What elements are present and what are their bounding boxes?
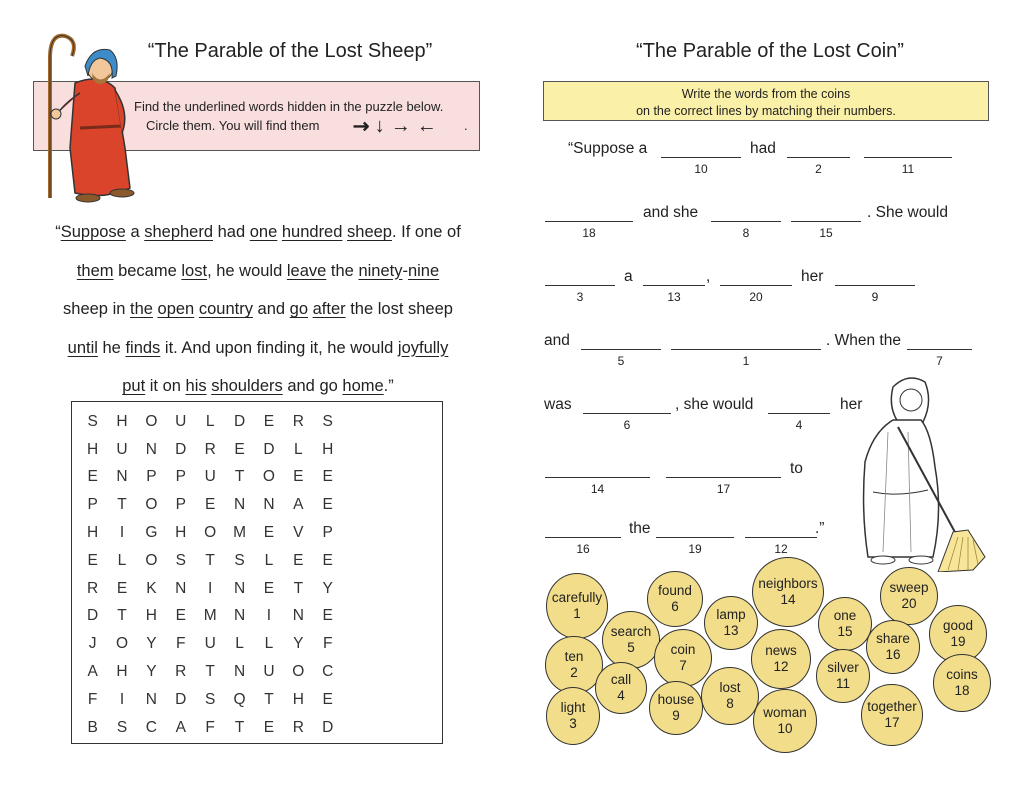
grid-letter[interactable]: F [176,635,186,653]
fill-word: had [750,140,776,157]
sheep-instructions-line2: Circle them. You will find them [146,118,320,133]
grid-letter[interactable]: T [117,607,127,625]
blank-number: 5 [617,354,625,368]
grid-row [78,658,342,686]
grid-letter[interactable]: K [146,579,157,597]
hidden-word: lost [181,261,208,280]
hidden-word: until [67,338,98,357]
fill-word: , she would [675,396,754,413]
coin-word: woman [763,705,807,720]
blank-number: 20 [749,290,763,304]
hidden-word: after [312,300,346,318]
coin-word: neighbors [758,576,818,591]
hidden-word: the [130,300,153,318]
grid-row [78,464,342,492]
grid-letter[interactable]: M [203,607,217,625]
hidden-word: sheep [347,223,392,241]
grid-letter[interactable]: E [263,524,275,542]
coin-word: house [657,692,695,707]
sheep-parable-text [28,213,488,406]
grid-letter[interactable]: S [234,551,245,569]
grid-letter[interactable]: U [175,412,187,430]
blank-number: 19 [688,542,702,556]
grid-letter[interactable]: G [145,524,158,542]
hidden-word: shepherd [144,223,214,241]
coin-number: 13 [723,623,739,638]
grid-letter[interactable]: E [175,607,186,625]
blank-number: 13 [667,290,681,304]
hidden-word: country [198,300,253,318]
hidden-word: Suppose [60,223,126,241]
hidden-word: ninety [358,261,403,280]
fill-word: , [706,268,711,285]
parable-line: “Suppose a shepherd had one hundred sheep. If one of [55,223,461,241]
fill-blank[interactable] [671,349,821,350]
sweeping-woman-illustration [853,372,993,572]
blank-number: 16 [576,542,590,556]
fill-word: was [544,396,572,413]
grid-letter[interactable]: Y [146,663,157,681]
coin-number: 17 [884,715,900,730]
grid-letter[interactable]: E [116,579,128,597]
coin-instructions-box [543,81,989,121]
grid-letter[interactable]: R [292,718,304,736]
grid-letter[interactable]: H [116,412,128,430]
coin-word: sweep [889,580,929,595]
grid-letter[interactable]: D [175,690,187,708]
fill-blank[interactable] [791,221,861,222]
grid-letter[interactable]: V [293,524,304,542]
grid-letter[interactable]: M [233,524,247,542]
word-coin-carefully[interactable] [546,573,608,639]
grid-letter[interactable]: I [119,524,125,542]
fill-word: and she [643,204,699,221]
coin-number: 19 [950,634,966,649]
coin-word: together [867,699,917,714]
fill-word: and [544,332,570,349]
arrow-left-icon: ← [416,115,439,137]
arrow-down-icon: ↓ [374,115,387,137]
word-coin-light[interactable] [546,687,600,745]
grid-letter[interactable]: S [204,690,216,708]
grid-letter[interactable]: F [87,690,98,708]
grid-letter[interactable]: L [264,635,274,653]
parable-line: until he finds it. And upon finding it, he would joyfully [67,338,449,357]
coin-word: call [610,672,632,687]
grid-letter[interactable]: A [87,663,98,681]
grid-letter[interactable]: P [146,468,157,486]
word-coin-search[interactable] [602,611,660,669]
grid-letter[interactable]: I [266,607,272,625]
grid-letter[interactable]: E [293,468,304,486]
word-coin-neighbors[interactable] [752,557,824,627]
grid-letter[interactable]: D [87,607,99,625]
grid-letter[interactable]: L [205,412,215,430]
arrow-right-icon: → [390,115,413,137]
grid-letter[interactable]: P [175,468,186,486]
lost-sheep-title: “The Parable of the Lost Sheep” [147,40,433,62]
grid-row [78,547,342,575]
grid-letter[interactable]: U [116,440,128,458]
word-coin-sweep[interactable] [880,567,938,625]
grid-letter[interactable]: N [145,440,157,458]
word-coin-coins[interactable] [933,654,991,712]
fill-word: . When the [826,332,901,349]
fill-blank[interactable] [583,413,671,414]
coin-word: search [610,624,652,639]
word-search-grid [71,401,443,744]
coin-word: one [833,608,857,623]
grid-letter[interactable]: C [145,718,157,736]
blank-number: 17 [716,482,731,496]
fill-blank[interactable] [835,285,915,286]
fill-blank[interactable] [661,157,741,158]
grid-letter[interactable]: N [175,579,187,597]
word-coin-one[interactable] [818,597,872,651]
hidden-word: his [185,377,207,395]
fill-blank[interactable] [666,477,781,478]
coin-number: 8 [726,696,734,711]
grid-letter[interactable]: N [263,496,275,514]
coin-number: 6 [671,599,679,614]
parable-line: them became lost, he would leave the ninety-nine [76,261,440,280]
word-coin-coin[interactable] [654,629,712,687]
grid-letter[interactable]: O [145,412,158,430]
blank-number: 9 [871,290,879,304]
word-coin-call[interactable] [595,662,647,714]
fill-blank[interactable] [864,157,952,158]
grid-letter[interactable]: H [322,440,334,458]
grid-letter[interactable]: H [145,607,157,625]
grid-letter[interactable]: T [234,718,245,736]
coin-word: coins [946,667,978,682]
grid-letter[interactable]: S [322,412,333,430]
hidden-word: joyfully [397,338,449,357]
grid-letter[interactable]: N [292,607,304,625]
grid-letter[interactable]: E [263,412,275,430]
hidden-word: go [289,300,309,318]
fill-word: . She would [867,204,948,221]
word-coin-silver[interactable] [816,649,870,703]
coin-word: silver [827,660,859,675]
blank-number: 12 [774,542,788,556]
grid-row [78,491,342,519]
grid-letter[interactable]: F [322,635,333,653]
fill-blank[interactable] [545,477,650,478]
grid-letter[interactable]: D [263,440,275,458]
word-search-table [78,408,342,742]
grid-letter[interactable]: T [205,551,215,569]
grid-letter[interactable]: N [233,496,246,514]
grid-letter[interactable]: Y [146,635,157,653]
fill-word: to [790,460,803,477]
grid-letter[interactable]: E [204,496,216,514]
parable-line: sheep in the open country and go after the lost sheep [63,300,453,318]
fill-word: her [840,396,863,413]
fill-word: the [629,520,651,537]
grid-letter[interactable]: A [175,718,186,736]
grid-row [78,519,342,547]
grid-letter[interactable]: Y [293,635,304,653]
blank-number: 1 [742,354,750,368]
grid-row [78,630,342,658]
grid-letter[interactable]: E [87,468,98,486]
grid-letter[interactable]: P [322,524,333,542]
grid-letter[interactable]: P [87,496,98,514]
lost-coin-title: “The Parable of the Lost Coin” [636,40,904,62]
coin-number: 12 [773,659,789,674]
grid-letter[interactable]: I [208,579,213,597]
grid-letter[interactable]: O [115,635,129,653]
coin-number: 20 [901,596,917,611]
fill-blank[interactable] [745,537,817,538]
arrow-down-right-icon: ↘ [347,111,377,141]
grid-letter[interactable]: E [263,718,275,736]
grid-row [78,436,342,464]
coin-word: ten [564,649,584,664]
grid-letter[interactable]: U [204,468,216,486]
grid-letter[interactable]: C [322,663,334,681]
grid-letter[interactable]: N [145,690,157,708]
grid-letter[interactable]: R [175,663,187,681]
blank-number: 2 [815,162,822,176]
direction-arrows [347,111,443,141]
fill-row-4 [543,332,993,368]
grid-letter[interactable]: N [233,579,246,597]
fill-blank[interactable] [907,349,972,350]
coin-number: 4 [617,688,625,703]
grid-letter[interactable]: S [116,718,128,736]
grid-letter[interactable]: T [293,579,304,597]
hidden-word: them [76,261,114,280]
parable-line: put it on his shoulders and go home.” [122,377,394,395]
hidden-word: put [122,377,146,395]
fill-blank[interactable] [545,285,615,286]
fill-blank[interactable] [656,537,734,538]
fill-row-3 [543,268,993,304]
coin-word: good [942,618,974,633]
coin-number: 5 [627,640,635,655]
grid-letter[interactable]: P [175,496,186,514]
hidden-word: hundred [281,223,343,241]
coin-instructions-line2: on the correct lines by matching their numbers. [636,104,896,118]
fill-word: .” [815,520,825,537]
grid-letter[interactable]: R [292,412,304,430]
grid-letter[interactable]: F [205,718,215,736]
blank-number: 3 [576,290,584,304]
grid-letter[interactable]: Q [233,690,246,708]
grid-letter[interactable]: H [87,440,99,458]
grid-letter[interactable]: L [294,440,303,458]
word-coin-woman[interactable] [753,689,817,753]
coin-word: news [765,643,797,658]
grid-letter[interactable]: E [293,551,304,569]
grid-row [78,575,342,603]
fill-blank[interactable] [545,537,621,538]
fill-word: a [624,268,633,285]
grid-letter[interactable]: T [264,690,274,708]
grid-letter[interactable]: D [233,412,246,430]
grid-letter[interactable]: E [322,468,333,486]
grid-letter[interactable]: U [204,635,216,653]
fill-blank[interactable] [643,285,705,286]
grid-letter[interactable]: E [234,440,245,458]
coin-number: 3 [569,716,577,731]
grid-letter[interactable]: H [116,663,128,681]
coin-word: lamp [716,607,746,622]
grid-letter[interactable]: Y [322,579,333,597]
coin-number: 10 [777,721,793,736]
grid-letter[interactable]: T [205,663,215,681]
grid-letter[interactable]: B [87,718,98,736]
grid-letter[interactable]: T [117,496,127,514]
word-coin-lamp[interactable] [704,596,758,650]
fill-blank[interactable] [581,349,661,350]
grid-letter[interactable]: T [234,468,245,486]
grid-letter[interactable]: S [87,412,98,430]
fill-word: her [801,268,824,285]
coin-number: 18 [954,683,970,698]
grid-letter[interactable]: S [175,551,186,569]
blank-number: 18 [582,226,596,240]
grid-letter[interactable]: O [145,496,158,514]
hidden-word: nine [407,261,440,280]
grid-letter[interactable]: R [87,579,99,597]
grid-letter[interactable]: H [292,690,304,708]
fill-row-1 [543,140,993,176]
sheep-instructions-line1: Find the underlined words hidden in the puzzle below. [134,99,444,114]
coin-word: share [876,631,910,646]
grid-letter[interactable]: J [88,635,97,653]
grid-letter[interactable]: E [322,551,333,569]
fill-word: “Suppose a [568,140,648,157]
coin-word: carefully [551,590,603,605]
coin-number: 7 [679,658,687,673]
grid-letter[interactable]: E [322,607,333,625]
grid-row [78,408,342,436]
grid-letter[interactable]: L [264,551,274,569]
grid-row [78,686,342,714]
word-coin-lost[interactable] [701,667,759,725]
coin-number: 1 [573,606,581,621]
coin-number: 2 [570,665,578,680]
grid-letter[interactable]: N [233,663,246,681]
grid-letter[interactable]: H [87,524,99,542]
blank-number: 4 [795,418,803,432]
grid-letter[interactable]: O [262,468,275,486]
blank-number: 10 [694,162,708,176]
grid-letter[interactable]: E [322,496,333,514]
fill-row-2 [543,204,993,240]
hidden-word: finds [125,338,161,357]
hidden-word: open [157,300,195,318]
grid-letter[interactable]: U [263,663,275,681]
blank-number: 8 [742,226,750,240]
grid-letter[interactable]: L [117,551,127,569]
grid-row [78,714,342,742]
hidden-word: home [342,377,384,395]
blank-number: 7 [936,354,943,368]
coin-number: 9 [672,708,680,723]
grid-letter[interactable]: O [292,663,305,681]
fill-blank[interactable] [768,413,830,414]
coin-number: 14 [780,592,796,607]
shepherd-illustration [30,28,150,213]
grid-letter[interactable]: N [116,468,128,486]
grid-letter[interactable]: O [204,524,217,542]
coin-instructions-line1: Write the words from the coins [681,87,851,101]
grid-letter[interactable]: E [322,690,333,708]
grid-letter[interactable]: E [87,551,98,569]
grid-letter[interactable]: D [322,718,334,736]
fill-blank[interactable] [787,157,850,158]
coin-number: 16 [885,647,901,662]
coin-word: light [560,700,586,715]
hidden-word: leave [286,261,327,280]
grid-letter[interactable]: D [175,440,187,458]
grid-letter[interactable]: E [263,579,275,597]
blank-number: 14 [590,482,605,496]
blank-number: 6 [623,418,631,432]
fill-blank[interactable] [720,285,792,286]
grid-letter[interactable]: L [235,635,244,653]
coin-word: found [658,583,692,598]
grid-row [78,603,342,631]
coin-number: 11 [835,676,850,691]
hidden-word: shoulders [211,377,283,395]
grid-letter[interactable]: H [175,524,187,542]
word-coin-news[interactable] [751,629,811,689]
coin-number: 15 [837,624,853,639]
coin-word: lost [719,680,741,695]
coin-word: coin [670,642,696,657]
blank-number: 11 [901,162,915,176]
word-coin-together[interactable] [861,684,923,746]
word-coin-house[interactable] [649,681,703,735]
grid-letter[interactable]: O [145,551,158,569]
blank-number: 15 [819,226,833,240]
grid-letter[interactable]: I [119,690,125,708]
fill-blank[interactable] [545,221,633,222]
grid-letter[interactable]: A [293,496,304,514]
grid-letter[interactable]: R [204,440,216,458]
grid-letter[interactable]: N [233,607,246,625]
fill-blank[interactable] [711,221,781,222]
instructions-period: . [464,118,468,133]
word-coin-found[interactable] [647,571,703,627]
word-coin-share[interactable] [866,620,920,674]
hidden-word: one [249,223,278,241]
